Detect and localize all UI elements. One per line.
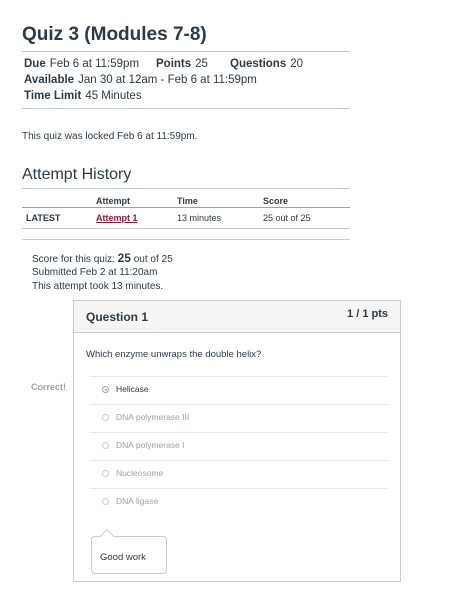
question-name: Question 1 [86,310,149,324]
feedback-text: Good work [100,552,146,563]
latest-tag: LATEST [26,213,61,223]
table-top-border [22,188,350,189]
question-text: Which enzyme unwraps the double helix? [86,349,262,360]
table-row-divider [22,228,350,229]
answer-option-dna-ligase[interactable] [90,488,388,515]
time-limit-value: 45 Minutes [85,90,142,102]
radio-icon[interactable] [102,414,109,421]
radio-icon[interactable] [102,470,109,477]
quiz-meta-row-3 [24,90,142,102]
answer-label: Nucleosome [116,468,164,478]
question-points: 1 / 1 pts [347,308,388,320]
due-info [24,58,139,70]
quiz-meta-row-1 [24,58,354,72]
answer-label: DNA polymerase III [116,412,190,422]
divider [22,51,350,52]
radio-selected-icon[interactable] [102,386,109,393]
available-value: Jan 30 at 12am - Feb 6 at 11:59pm [78,74,257,86]
questions-info [230,58,303,70]
quiz-meta-row-2 [24,74,257,86]
due-value: Feb 6 at 11:59pm [49,58,140,70]
question-header [74,301,400,333]
attempt-time: 13 minutes [177,213,222,223]
answer-option-nucleosome[interactable] [90,460,388,487]
answer-label: Helicase [116,384,149,394]
attempt-history-heading: Attempt History [22,166,132,183]
question-card [73,300,401,582]
available-label: Available [24,74,75,86]
attempt-1-link[interactable]: Attempt 1 [96,213,138,223]
points-value: 25 [195,58,208,70]
quiz-score-line [32,251,173,265]
attempt-score: 25 out of 25 [263,213,311,223]
answer-feedback-bubble [91,536,167,574]
divider [22,108,350,109]
submitted-line: Submitted Feb 2 at 11:20am [32,267,158,278]
duration-line: This attempt took 13 minutes. [32,281,164,292]
radio-icon[interactable] [102,498,109,505]
points-label: Points [156,58,192,70]
answer-label: DNA polymerase I [116,440,185,450]
answer-option-dna-polymerase-i[interactable] [90,432,388,459]
answer-option-helicase[interactable] [90,376,388,403]
score-prefix: Score for this quiz: [32,254,115,265]
page-title: Quiz 3 (Modules 7-8) [22,24,207,45]
header-divider [22,207,350,208]
correct-answer-flag: Correct! [31,382,67,392]
table-bottom-border [22,239,350,240]
column-header-time: Time [177,196,198,206]
questions-label: Questions [230,58,287,70]
due-label: Due [24,58,46,70]
time-limit-label: Time Limit [24,90,82,102]
points-info [156,58,208,70]
radio-icon[interactable] [102,442,109,449]
questions-value: 20 [290,58,304,70]
column-header-score: Score [263,196,289,206]
locked-message: This quiz was locked Feb 6 at 11:59pm. [22,131,198,142]
answer-label: DNA ligase [116,496,159,506]
answer-option-dna-polymerase-iii[interactable] [90,404,388,431]
score-suffix: out of 25 [133,254,173,265]
score-value: 25 [117,251,131,265]
column-header-attempt: Attempt [96,196,130,206]
